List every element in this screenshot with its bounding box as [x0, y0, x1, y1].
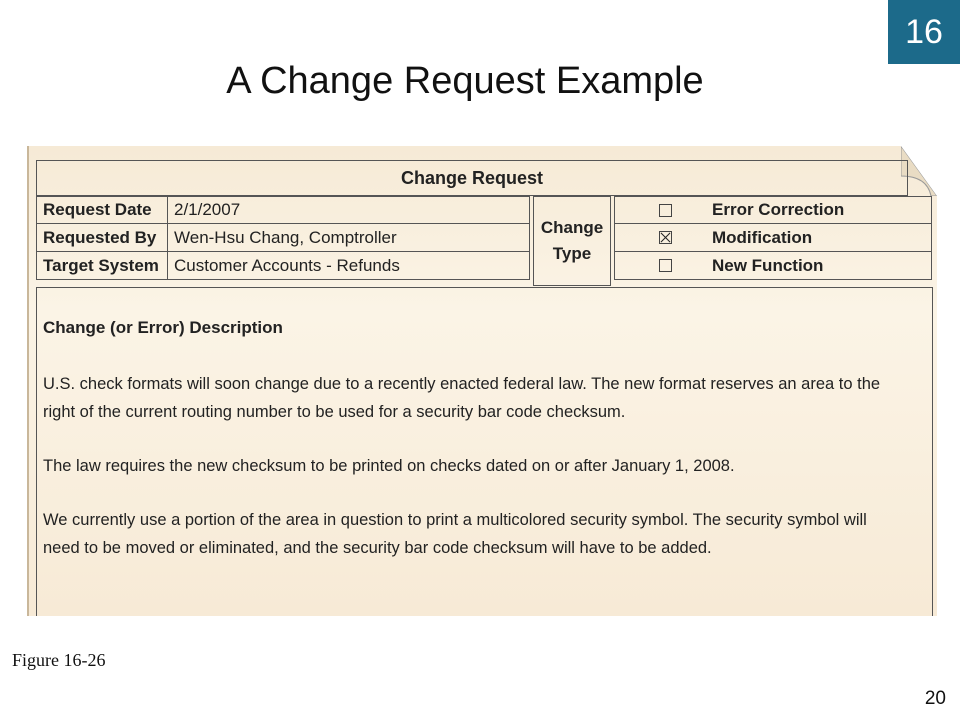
- field-value-request-date: 2/1/2007: [167, 196, 530, 224]
- change-type-label: [533, 196, 611, 286]
- checkbox-new-function: [659, 259, 672, 272]
- slide-title: A Change Request Example: [226, 60, 704, 102]
- description-paragraph: The law requires the new checksum to be printed on checks dated on or after January 1, 2008.: [43, 457, 735, 475]
- form-title: Change Request: [36, 160, 908, 196]
- checkbox-error-correction: [659, 204, 672, 217]
- figure-caption: Figure 16-26: [12, 650, 106, 670]
- change-type-new-function-label: New Function: [712, 255, 824, 275]
- change-request-form: [27, 146, 937, 616]
- form-fields-grid: [36, 196, 932, 286]
- change-type-modification-label: Modification: [712, 227, 813, 247]
- page-number: 20: [924, 688, 946, 709]
- change-type-row-modification: [614, 223, 932, 252]
- change-type-error-correction-label: Error Correction: [712, 200, 845, 219]
- description-title: Change (or Error) Description: [43, 318, 283, 337]
- field-label-target-system: Target System: [36, 251, 168, 280]
- checkbox-modification-checked: [659, 231, 672, 244]
- chapter-badge: 16: [888, 0, 960, 64]
- change-type-row-new-function: [614, 251, 932, 280]
- change-type-row-error-correction: [614, 196, 932, 224]
- change-type-label-line1: Change: [540, 218, 604, 237]
- field-value-target-system: Customer Accounts - Refunds: [167, 251, 530, 280]
- field-label-requested-by: Requested By: [36, 223, 168, 252]
- description-paragraph: We currently use a portion of the area in question to print a multicolored security symbol. The security symbol will need to be moved or eliminated, and the security bar code checksum will have to be added.: [43, 511, 867, 557]
- field-value-requested-by: Wen-Hsu Chang, Comptroller: [167, 223, 530, 252]
- field-label-request-date: Request Date: [36, 196, 168, 224]
- description-section: [36, 287, 933, 616]
- change-type-label-line2: Type: [552, 244, 592, 263]
- description-paragraph: U.S. check formats will soon change due to a recently enacted federal law. The new format reserves an area to the right of the current routing number to be used for a security bar code checksum.: [43, 375, 881, 421]
